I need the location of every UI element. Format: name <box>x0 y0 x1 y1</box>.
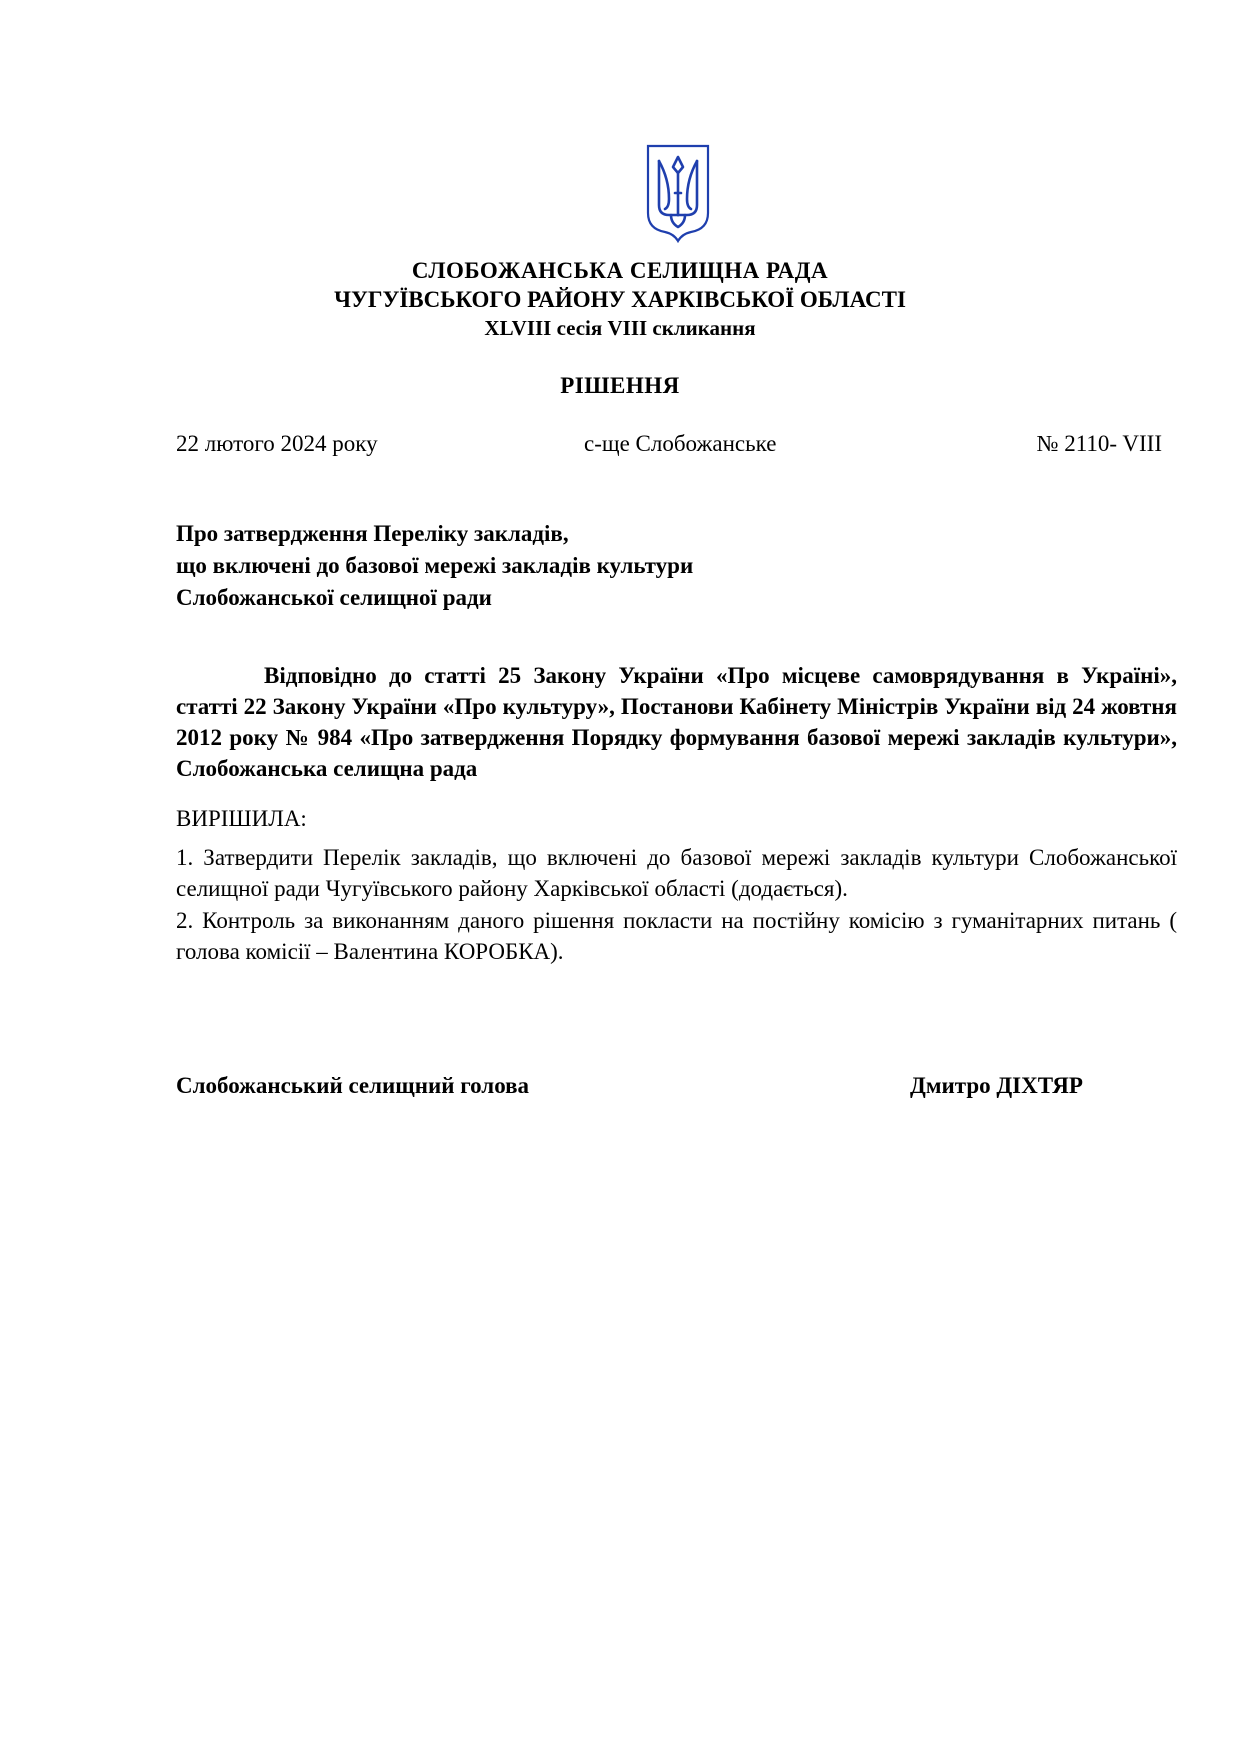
decision-number: № 2110- VIII <box>1036 431 1162 456</box>
decision-date: 22 лютого 2024 року <box>176 431 378 456</box>
document-type: РІШЕННЯ <box>560 373 680 398</box>
subject-line: Про затвердження Переліку закладів, <box>176 521 569 546</box>
decision-item: 1. Затвердити Перелік закладів, що включені до базової мережі закладів культури Слобожанської селищної ради Чугуївського району Харківської області (додається). <box>176 845 1177 901</box>
subject-line: Слобожанської селищної ради <box>176 585 492 610</box>
decision-subject <box>176 518 693 614</box>
signatory-name: Дмитро ДІХТЯР <box>910 1073 1083 1098</box>
decision-item: 2. Контроль за виконанням даного рішення покласти на постійну комісію з гуманітарних питань ( голова комісії – Валентина КОРОБКА). <box>176 908 1177 964</box>
subject-line: що включені до базової мережі закладів культури <box>176 553 694 578</box>
organization-region: ЧУГУЇВСЬКОГО РАЙОНУ ХАРКІВСЬКОЇ ОБЛАСТІ <box>334 287 906 312</box>
signatory-title: Слобожанський селищний голова <box>176 1073 530 1098</box>
session-info: XLVIII сесія VIII скликання <box>484 316 756 340</box>
preamble-paragraph: Відповідно до статті 25 Закону України «Про місцеве самоврядування в Україні», статті 22 Закону України «Про культуру», Постанови Кабінету Міністрів України від 24 жовтня 2012 року № 984 «Про затвердження Порядку формування базової мережі закладів культури», Слобожанська селищна рада <box>176 663 1177 781</box>
decided-label: ВИРІШИЛА: <box>176 806 307 831</box>
trident-emblem-icon <box>645 143 711 243</box>
decision-place: с-ще Слобожанське <box>584 431 777 456</box>
organization-name: СЛОБОЖАНСЬКА СЕЛИЩНА РАДА <box>411 258 829 283</box>
